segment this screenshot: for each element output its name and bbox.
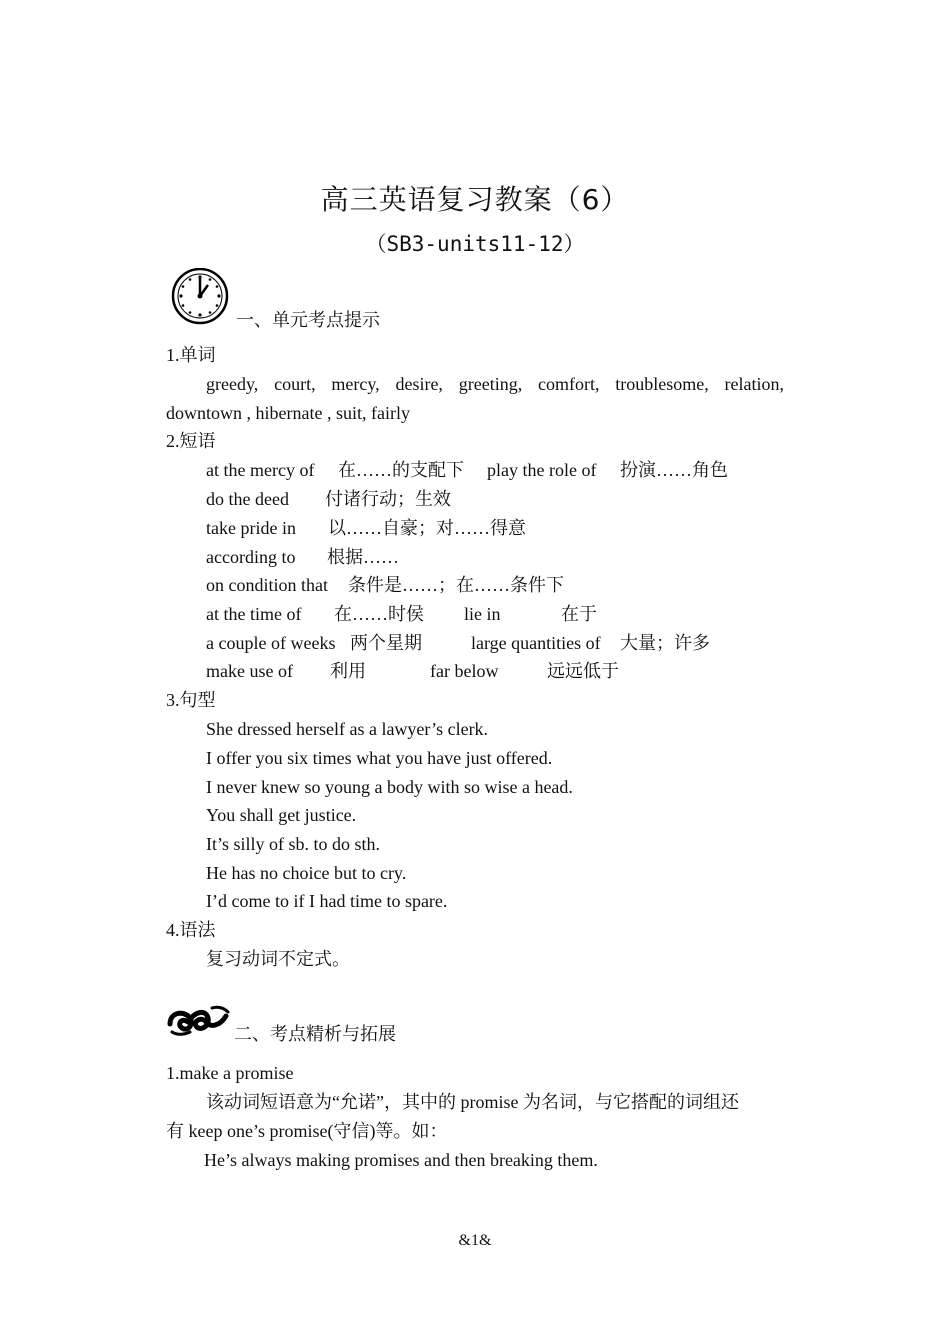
phrase-zh: 根据…… [327,547,399,567]
sentence-item: He has no choice but to cry. [206,863,407,883]
phrase-en: a couple of weeks [206,633,336,653]
words-label: 1.单词 [166,345,216,365]
phrase-en: far below [430,661,499,681]
ornament-icon [166,1002,232,1038]
phrase-zh: 利用 [330,661,366,681]
sentence-item: She dressed herself as a lawyer’s clerk. [206,719,489,739]
item1-paragraph-line-1: 该动词短语意为“允诺”，其中的 promise 为名词，与它搭配的词组还 [206,1092,739,1112]
sentence-item: You shall get justice. [206,805,357,825]
phrase-zh: 在……的支配下 [338,460,464,480]
words-line-2: downtown , hibernate , suit, fairly [166,403,410,423]
phrase-en: at the mercy of [206,460,315,480]
phrase-en: lie in [464,604,501,624]
phrase-zh: 远远低于 [547,661,619,681]
phrase-en: make use of [206,661,293,681]
item1-paragraph-line-2: 有 keep one’s promise(守信)等。如： [166,1121,448,1141]
sentence-item: I’d come to if I had time to spare. [206,891,448,911]
phrase-zh: 两个星期 [350,633,422,653]
document-title: 高三英语复习教案（6） [320,183,630,216]
phrase-en: do the deed [206,489,289,509]
phrase-en: on condition that [206,575,328,595]
phrase-zh: 大量；许多 [620,633,710,653]
phrase-en: according to [206,547,296,567]
sentences-label: 3.句型 [166,690,216,710]
phrase-zh: 在……时侯 [334,604,424,624]
clock-icon [170,268,230,326]
item1-label: 1.make a promise [166,1063,294,1083]
phrase-en: play the role of [487,460,597,480]
words-line-1: greedy, court, mercy, desire, greeting, comfort, troublesome, relation, [206,374,784,394]
phrase-en: at the time of [206,604,302,624]
phrase-zh: 付诸行动；生效 [325,489,451,509]
sentence-item: I never knew so young a body with so wise a head. [206,777,573,797]
phrase-zh: 条件是……；在……条件下 [348,575,564,595]
section1-heading: 一、单元考点提示 [236,310,380,330]
page-number: &1& [458,1232,492,1249]
phrase-en: large quantities of [471,633,601,653]
grammar-text: 复习动词不定式。 [206,949,350,969]
phrases-label: 2.短语 [166,431,216,451]
item1-example: He’s always making promises and then breaking them. [204,1150,598,1170]
phrase-zh: 扮演……角色 [620,460,728,480]
phrase-zh: 以……自豪；对……得意 [328,518,526,538]
section2-heading: 二、考点精析与拓展 [234,1024,396,1044]
phrase-zh: 在于 [561,604,597,624]
phrase-en: take pride in [206,518,296,538]
sentence-item: It’s silly of sb. to do sth. [206,834,381,854]
sentence-item: I offer you six times what you have just offered. [206,748,553,768]
grammar-label: 4.语法 [166,920,216,940]
document-subtitle: （SB3-units11-12） [365,232,585,256]
